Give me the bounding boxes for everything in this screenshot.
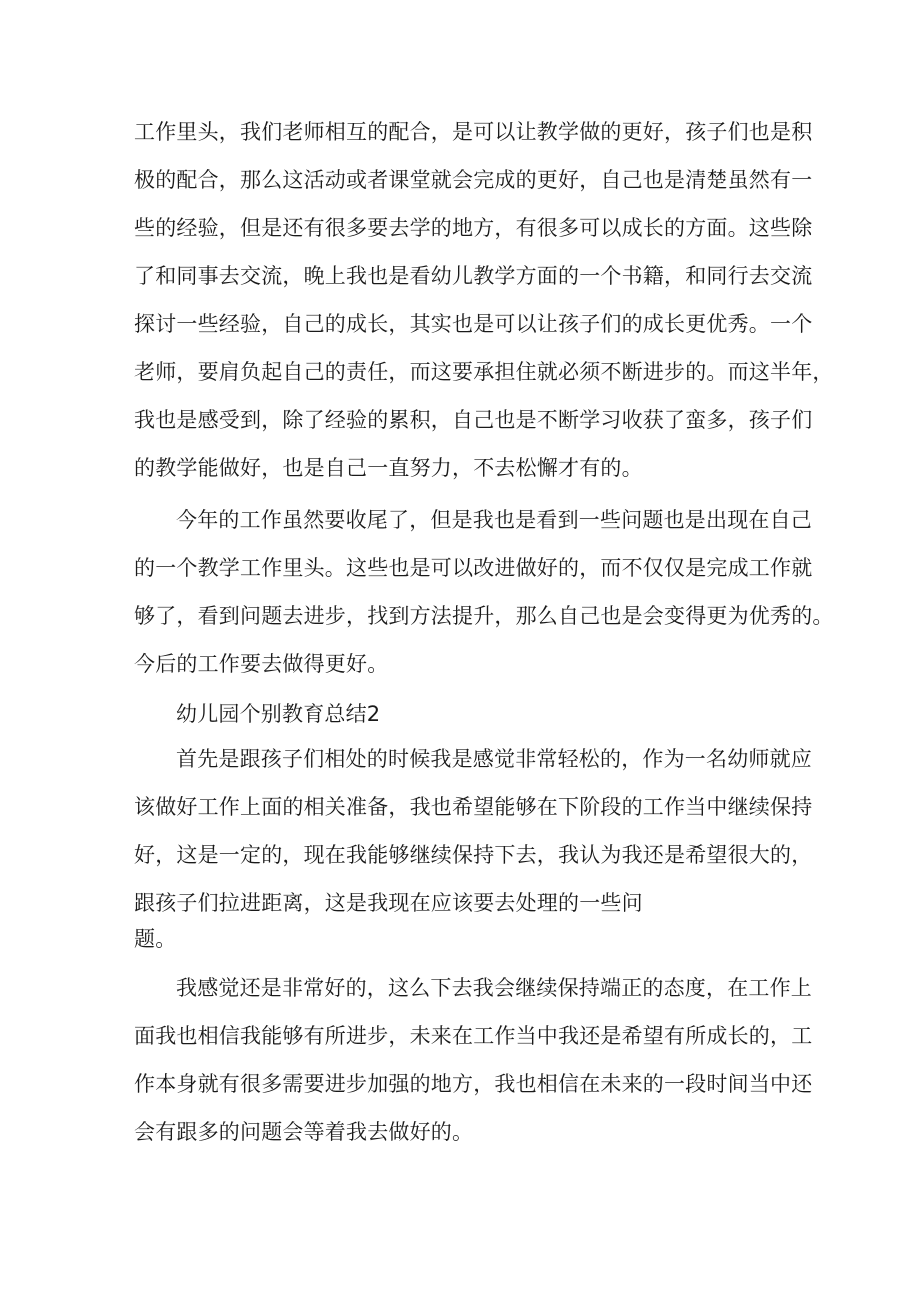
- paragraph-3-line: 题。: [134, 927, 177, 951]
- paragraph-1-line: 工作里头，我们老师相互的配合，是可以让教学做的更好，孩子们也是积: [134, 120, 813, 144]
- paragraph-1-line: 些的经验，但是还有很多要去学的地方，有很多可以成长的方面。这些除: [134, 216, 813, 240]
- paragraph-4-line: 面我也相信我能够有所进步，未来在工作当中我还是希望有所成长的，工: [134, 1024, 813, 1048]
- paragraph-1-line: 我也是感受到，除了经验的累积，自己也是不断学习收获了蛮多，孩子们: [134, 408, 813, 432]
- paragraph-1-line: 极的配合，那么这活动或者课堂就会完成的更好，自己也是清楚虽然有一: [134, 168, 813, 192]
- paragraph-1-line: 探讨一些经验，自己的成长，其实也是可以让孩子们的成长更优秀。一个: [134, 312, 813, 336]
- paragraph-4-line: 会有跟多的问题会等着我去做好的。: [134, 1120, 474, 1144]
- paragraph-1-line: 了和同事去交流，晚上我也是看幼儿教学方面的一个书籍，和同行去交流: [134, 264, 813, 288]
- section-heading: 幼儿园个别教育总结2: [176, 702, 381, 726]
- paragraph-2-line: 今后的工作要去做得更好。: [134, 652, 389, 676]
- paragraph-4-line: 我感觉还是非常好的，这么下去我会继续保持端正的态度，在工作上: [176, 976, 812, 1000]
- paragraph-4-line: 作本身就有很多需要进步加强的地方，我也相信在未来的一段时间当中还: [134, 1072, 813, 1096]
- paragraph-2-line: 的一个教学工作里头。这些也是可以改进做好的，而不仅仅是完成工作就: [134, 556, 813, 580]
- paragraph-1-line: 的教学能做好，也是自己一直努力，不去松懈才有的。: [134, 456, 643, 480]
- paragraph-2-line: 够了，看到问题去进步，找到方法提升，那么自己也是会变得更为优秀的。: [134, 604, 834, 628]
- paragraph-3-line: 好，这是一定的，现在我能够继续保持下去，我认为我还是希望很大的，: [134, 843, 813, 867]
- paragraph-3-line: 跟孩子们拉进距离，这是我现在应该要去处理的一些问: [134, 891, 643, 915]
- paragraph-3-line: 首先是跟孩子们相处的时候我是感觉非常轻松的，作为一名幼师就应: [176, 747, 812, 771]
- paragraph-2-line: 今年的工作虽然要收尾了，但是我也是看到一些问题也是出现在自己: [176, 508, 812, 532]
- paragraph-3-line: 该做好工作上面的相关准备，我也希望能够在下阶段的工作当中继续保持: [134, 795, 813, 819]
- paragraph-1-line: 老师，要肩负起自己的责任，而这要承担住就必须不断进步的。而这半年，: [134, 360, 834, 384]
